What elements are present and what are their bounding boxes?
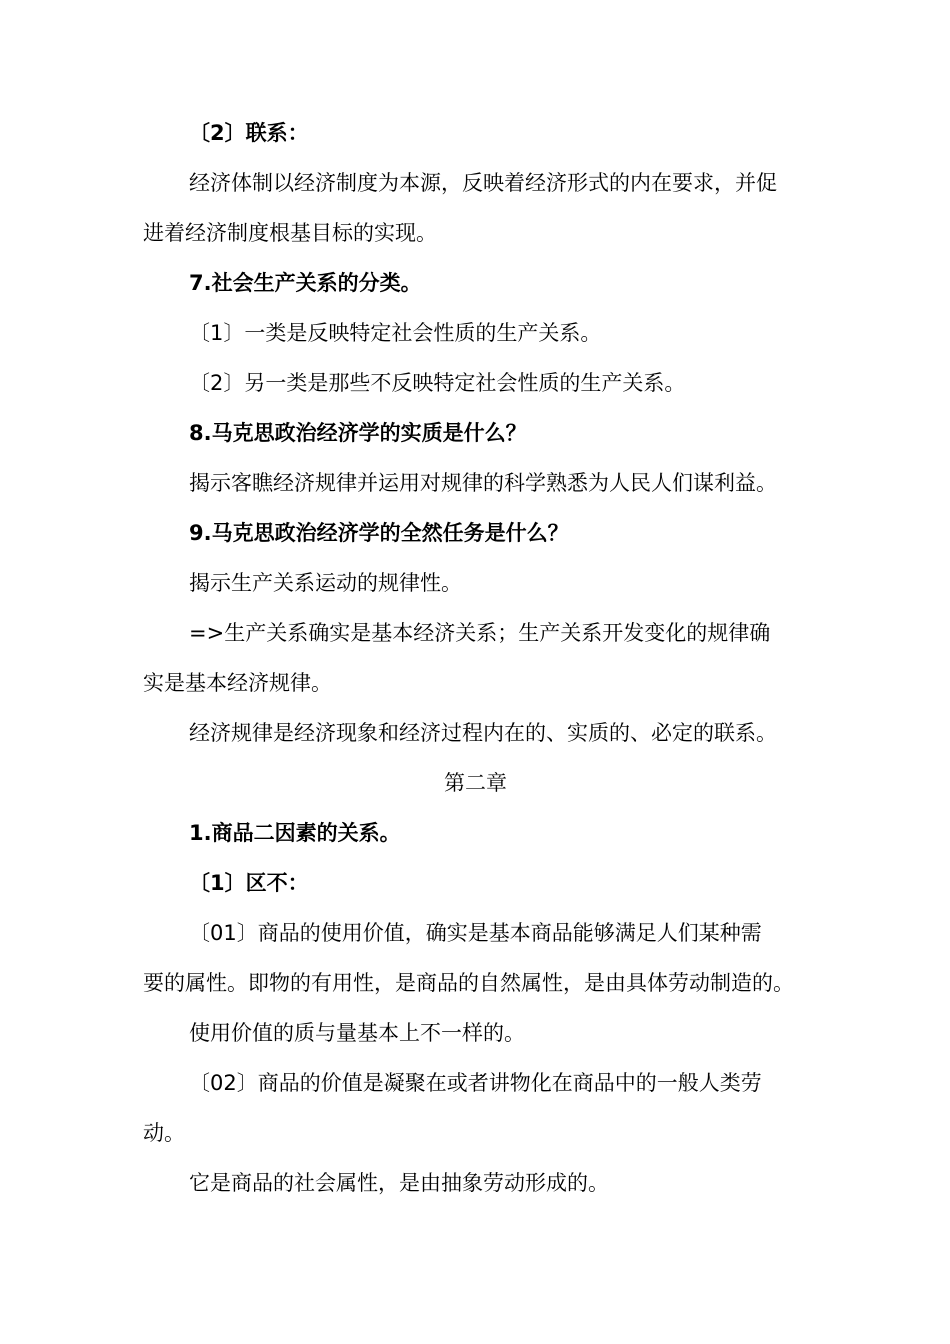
paragraph-line: 动。 [143,1121,185,1145]
paragraph-line: 经济体制以经济制度为本源，反映着经济形式的内在要求，并促 [189,171,777,195]
subheading-difference: 〔1〕区不： [189,871,309,895]
subheading-connection: 〔2〕联系： [189,121,309,145]
paragraph-line: 使用价值的质与量基本上不一样的。 [189,1021,525,1045]
paragraph-line: 它是商品的社会属性，是由抽象劳动形成的。 [189,1171,609,1195]
paragraph-line: 〔1〕一类是反映特定社会性质的生产关系。 [189,321,602,345]
chapter-title: 第二章 [444,771,507,795]
paragraph-line: 实是基本经济规律。 [143,671,332,695]
question-heading-9: 9.马克思政治经济学的全然任务是什么？ [189,521,569,545]
paragraph-line: 〔02〕商品的价值是凝聚在或者讲物化在商品中的一般人类劳 [189,1071,762,1095]
paragraph-line: 〔2〕另一类是那些不反映特定社会性质的生产关系。 [189,371,686,395]
paragraph-line: 揭示客瞧经济规律并运用对规律的科学熟悉为人民人们谋利益。 [189,471,777,495]
paragraph-line: 要的属性。即物的有用性，是商品的自然属性，是由具体劳动制造的。 [143,971,794,995]
paragraph-line: 进着经济制度根基目标的实现。 [143,221,437,245]
question-heading-1: 1.商品二因素的关系。 [189,821,401,845]
question-heading-7: 7.社会生产关系的分类。 [189,271,422,295]
question-heading-8: 8.马克思政治经济学的实质是什么？ [189,421,527,445]
paragraph-line: =>生产关系确实是基本经济关系；生产关系开发变化的规律确 [189,621,771,645]
paragraph-line: 揭示生产关系运动的规律性。 [189,571,462,595]
paragraph-line: 〔01〕商品的使用价值，确实是基本商品能够满足人们某种需 [189,921,762,945]
paragraph-line: 经济规律是经济现象和经济过程内在的、实质的、必定的联系。 [189,721,777,745]
